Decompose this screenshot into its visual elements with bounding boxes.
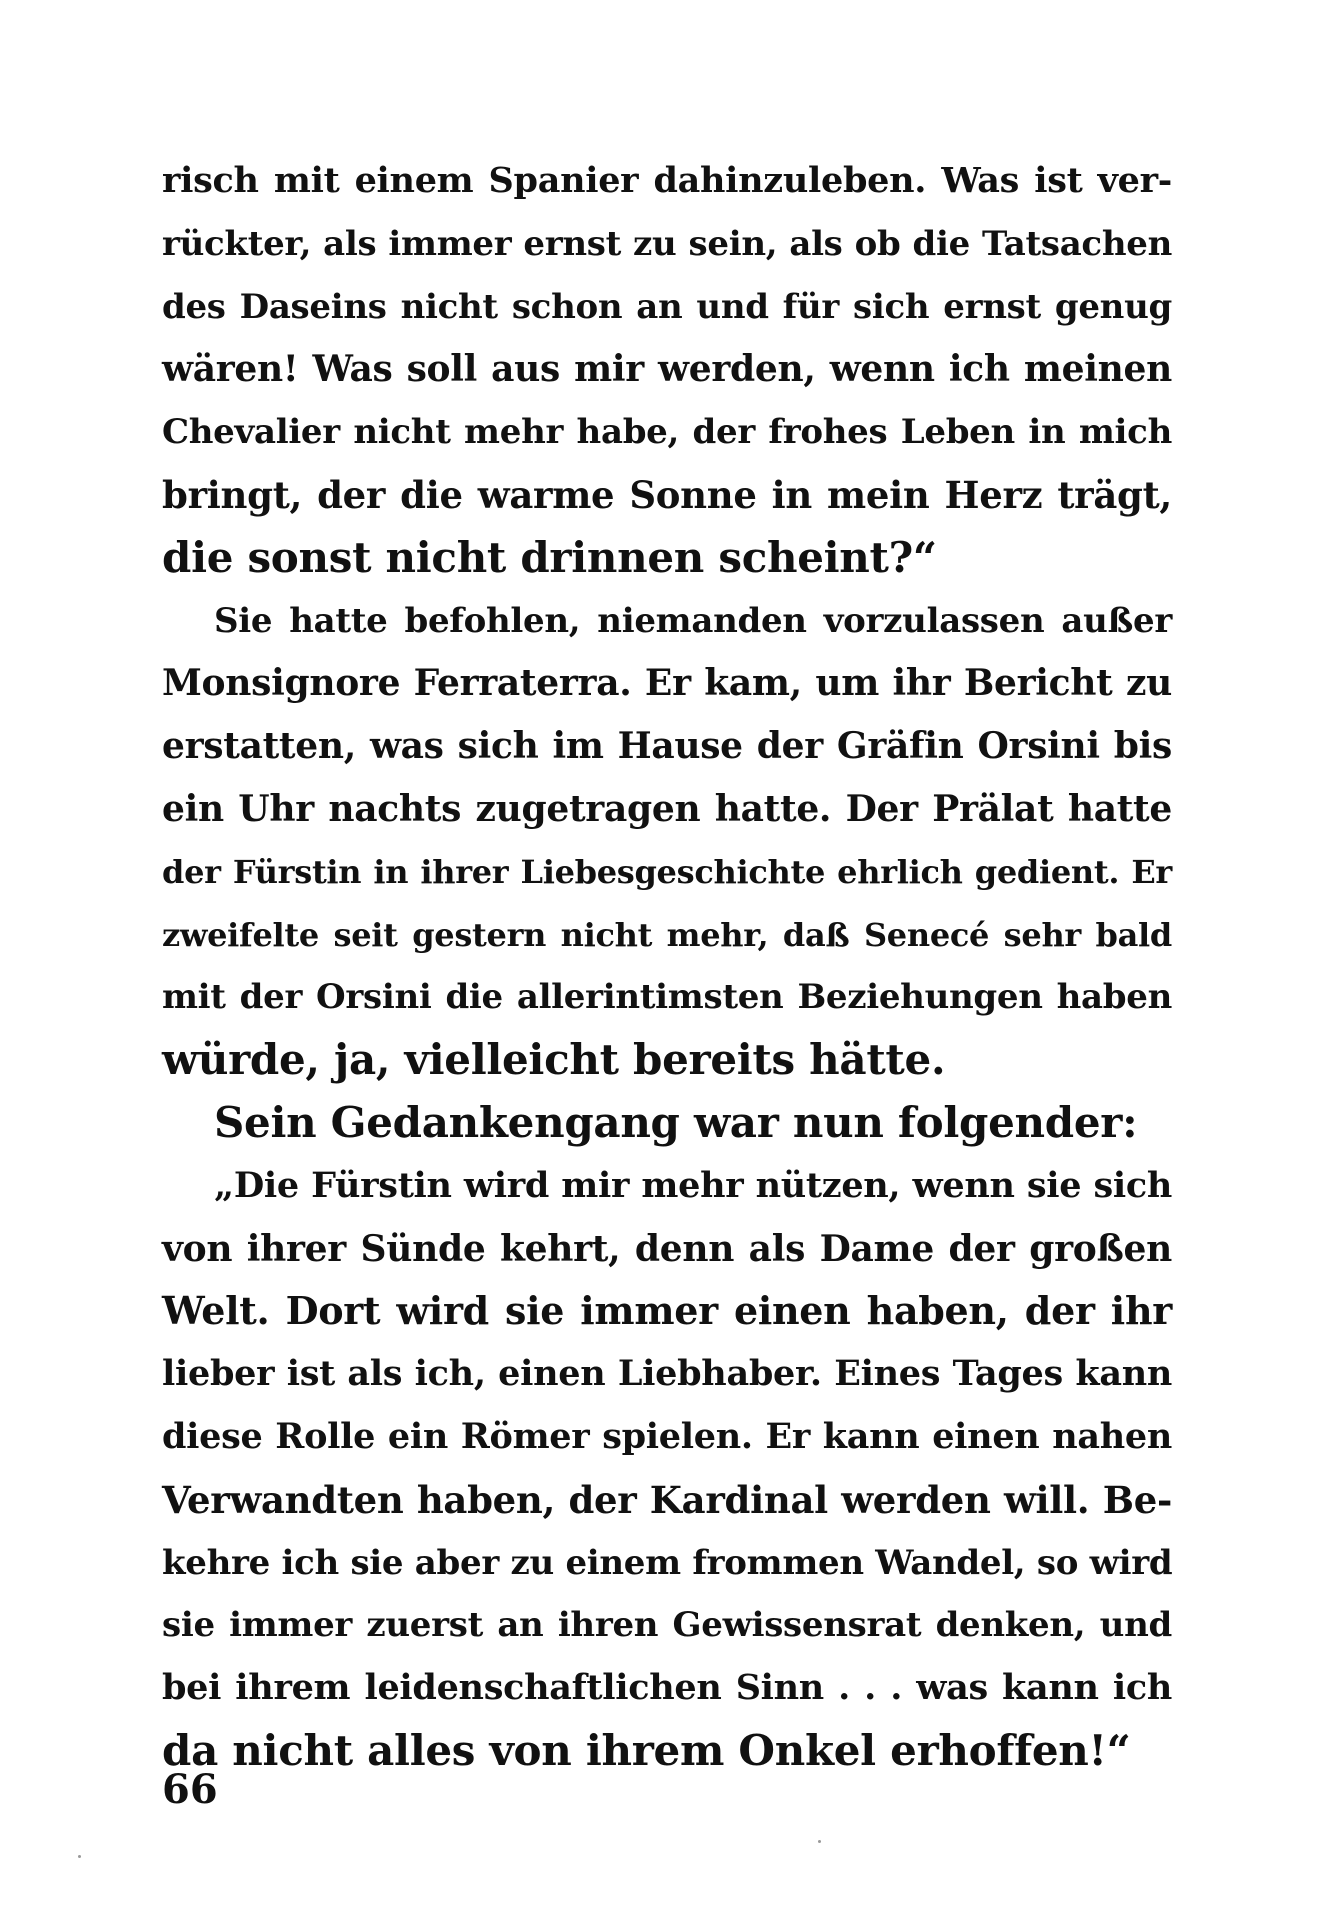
text-line: mit der Orsini die allerintimsten Beziehungen haben: [162, 977, 1172, 1018]
text-line: von ihrer Sünde kehrt, denn als Dame der großen: [162, 1227, 1172, 1270]
body-text: [162, 150, 1172, 1783]
text-line: die sonst nicht drinnen scheint?“: [162, 532, 937, 582]
text-line: Monsignore Ferraterra. Er kam, um ihr Bericht zu: [162, 662, 1172, 705]
text-line: lieber ist als ich, einen Liebhaber. Eines Tages kann: [162, 1353, 1172, 1395]
text-line: diese Rolle ein Römer spielen. Er kann einen nahen: [162, 1415, 1172, 1457]
text-line: rückter, als immer ernst zu sein, als ob die Tatsachen: [162, 223, 1172, 264]
text-line: ein Uhr nachts zugetragen hatte. Der Prälat hatte: [162, 787, 1172, 830]
text-line: bei ihrem leidenschaftlichen Sinn . . . was kann ich: [162, 1667, 1172, 1709]
paper-speck: [818, 1840, 821, 1843]
text-line: Welt. Dort wird sie immer einen haben, der ihr: [162, 1288, 1172, 1334]
text-line: bringt, der die warme Sonne in mein Herz trägt,: [162, 472, 1172, 517]
text-line: wären! Was soll aus mir werden, wenn ich meinen: [162, 348, 1172, 391]
text-line: Sie hatte befohlen, niemanden vorzulassen außer: [214, 600, 1172, 641]
text-line: „Die Fürstin wird mir mehr nützen, wenn sie sich: [214, 1164, 1172, 1206]
page-number: 66: [162, 1766, 218, 1813]
text-line: kehre ich sie aber zu einem frommen Wandel, so wird: [162, 1542, 1173, 1583]
text-line: des Daseins nicht schon an und für sich ernst genug: [162, 286, 1172, 327]
text-line: zweifelte seit gestern nicht mehr, daß Senecé sehr bald: [162, 915, 1172, 954]
text-line: der Fürstin in ihrer Liebesgeschichte ehrlich gedient. Er: [162, 852, 1172, 891]
text-line: da nicht alles von ihrem Onkel erhoffen!“: [162, 1725, 1131, 1775]
text-line: Verwandten haben, der Kardinal werden will. Be-: [162, 1477, 1172, 1522]
text-line: Chevalier nicht mehr habe, der frohes Leben in mich: [162, 412, 1172, 453]
text-line: risch mit einem Spanier dahinzuleben. Was ist ver-: [162, 160, 1172, 201]
text-line: Sein Gedankengang war nun folgender:: [214, 1097, 1138, 1147]
paper-speck: [78, 1855, 81, 1858]
text-line: sie immer zuerst an ihren Gewissensrat denken, und: [162, 1605, 1172, 1646]
text-line: erstatten, was sich im Hause der Gräfin Orsini bis: [162, 725, 1172, 768]
text-line: würde, ja, vielleicht bereits hätte.: [162, 1035, 946, 1085]
